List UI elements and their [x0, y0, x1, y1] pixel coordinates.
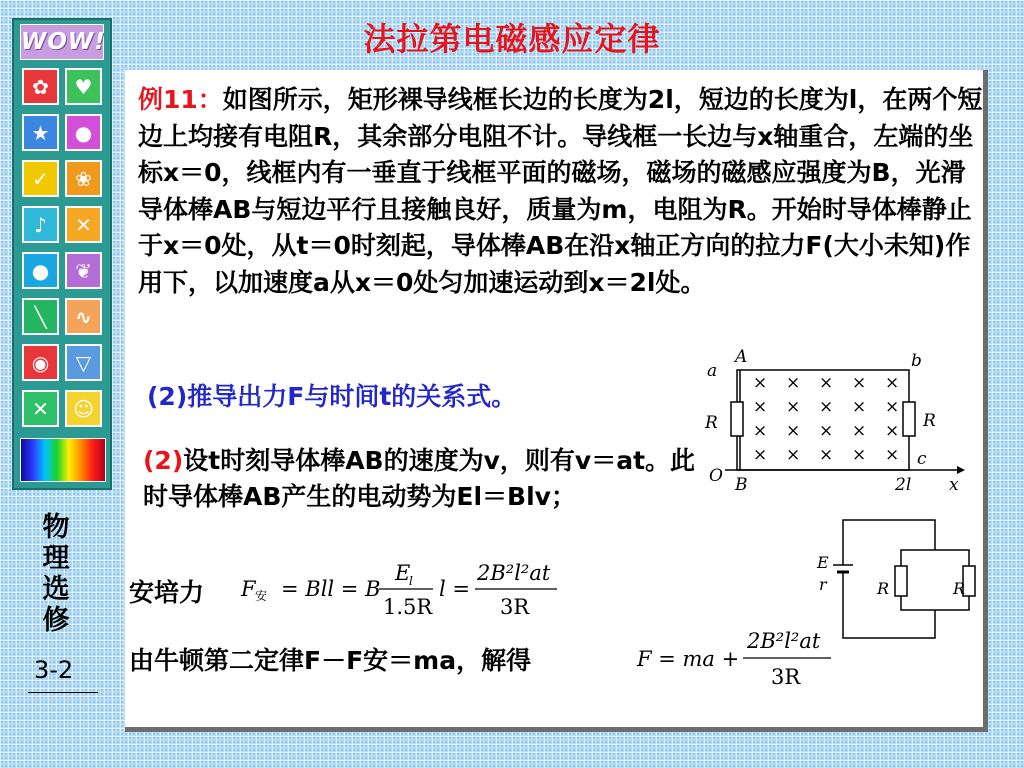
label-r: r [819, 575, 827, 594]
star-icon[interactable]: ★ [22, 114, 59, 151]
label-R1: R [877, 579, 890, 598]
newton-law-label: 由牛顿第二定律F－F安＝ma，解得 [129, 646, 532, 675]
eq1: = Bll = B [281, 577, 381, 601]
circle-icon[interactable]: ● [65, 114, 102, 151]
line-icon[interactable]: ╲ [22, 298, 59, 335]
checkmark-icon[interactable]: ✓ [22, 160, 59, 197]
num1: E [395, 561, 411, 585]
f2-num: 2B²l²at [747, 629, 821, 653]
equivalent-circuit-diagram [815, 510, 985, 660]
problem-statement [138, 82, 983, 301]
label-B: B [735, 475, 748, 495]
label-a: a [707, 361, 718, 381]
field-cross: × [885, 421, 900, 441]
solution-label: (2) [143, 446, 184, 475]
field-cross: × [819, 445, 834, 465]
f2-den: 3R [771, 665, 801, 689]
field-cross: × [852, 397, 867, 417]
den1: 1.5R [383, 595, 433, 619]
field-cross: × [852, 421, 867, 441]
flower-icon[interactable]: ✿ [22, 68, 59, 105]
field-cross: × [852, 373, 867, 393]
example-label: 例11： [138, 85, 223, 114]
field-cross: × [753, 397, 768, 417]
ampere-formula [235, 558, 565, 622]
wow-logo: WOW! [20, 24, 104, 60]
den2: 3R [500, 595, 530, 619]
rainbow-bar [20, 438, 106, 482]
f2-lhs: F = ma + [637, 647, 740, 671]
scribble-icon[interactable]: ∿ [65, 298, 102, 335]
smiley-icon[interactable]: ☺ [65, 390, 102, 427]
field-cross: × [753, 421, 768, 441]
field-cross: × [819, 421, 834, 441]
label-c: c [917, 449, 927, 469]
field-cross: × [819, 373, 834, 393]
label-O: O [709, 466, 723, 486]
cross-icon[interactable]: ✕ [22, 390, 59, 427]
label-2l: 2l [895, 475, 912, 495]
subject-label: 物理选修 [42, 512, 70, 636]
heart-icon[interactable]: ♥ [65, 68, 102, 105]
label-x: x [949, 475, 959, 495]
f-sub: 安 [255, 589, 268, 603]
field-cross: × [786, 373, 801, 393]
field-frame-diagram [695, 348, 965, 498]
ampere-force-label: 安培力 [129, 578, 205, 607]
num2: 2B²l²at [477, 561, 551, 585]
final-formula [633, 624, 843, 694]
fish-icon[interactable]: ❀ [65, 160, 102, 197]
page-title: 法拉第电磁感应定律 [363, 20, 661, 58]
lips-icon[interactable]: ◉ [22, 344, 59, 381]
solution-text [143, 443, 713, 515]
field-cross: × [819, 397, 834, 417]
field-cross: × [885, 397, 900, 417]
num1-sub: l [409, 574, 413, 588]
mid: l = [439, 577, 470, 601]
label-R-right: R [923, 411, 936, 431]
butterfly-icon[interactable]: ✕ [65, 206, 102, 243]
field-cross: × [885, 373, 900, 393]
label-E: E [817, 553, 829, 572]
field-cross: × [852, 445, 867, 465]
leaf-icon[interactable]: ❦ [65, 252, 102, 289]
cup-icon[interactable]: ▽ [65, 344, 102, 381]
question-2: (2)推导出力F与时间t的关系式。 [147, 382, 517, 411]
label-R-left: R [705, 413, 718, 433]
field-cross: × [753, 445, 768, 465]
field-cross: × [885, 445, 900, 465]
label-b: b [911, 351, 922, 371]
field-cross: × [786, 397, 801, 417]
solution-body: 设t时刻导体棒AB的速度为v，则有v＝at。此时导体棒AB产生的电动势为El＝Blv； [143, 446, 696, 511]
chapter-underline [28, 692, 98, 693]
content-card [125, 70, 988, 732]
field-cross: × [753, 373, 768, 393]
sidebar-icon-panel [12, 18, 112, 490]
label-R2: R [953, 579, 966, 598]
label-A: A [735, 348, 748, 367]
field-cross: × [786, 421, 801, 441]
apple-icon[interactable]: ● [22, 252, 59, 289]
chapter-number: 3-2 [34, 656, 74, 684]
field-cross: × [786, 445, 801, 465]
problem-text: 如图所示，矩形裸导线框长边的长度为2l，短边的长度为l，在两个短边上均接有电阻R，其余部分电阻不计。导线框一长边与x轴重合，左端的坐标x＝0，线框内有一垂直于线框平面的磁场，磁场的磁感应强度为B，光滑导体棒AB与短边平行且接触良好，质量为m，电阻为R。开始时导体棒静止于x＝0处，从t＝0时刻起，导体棒AB在沿x轴正方向的拉力F(大小未知)作用下，以加速度a从x＝0处匀加速运动到x＝2l处。 [138, 85, 983, 297]
figure-icon[interactable]: ♪ [22, 206, 59, 243]
f-symbol: F [241, 577, 256, 601]
